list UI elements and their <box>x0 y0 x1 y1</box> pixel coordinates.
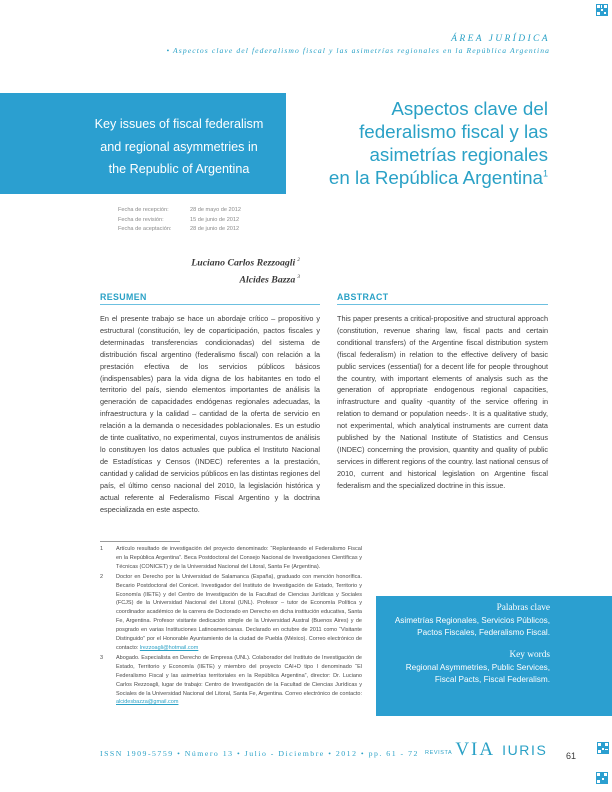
footnote-text: Artículo resultado de investigación del proyecto denominado: “Replanteando el Federalismo Fiscal en la República Argentina”. Beca Postdoctoral del Consejo Nacional de Investigaciones Científicas y Técnicas (CONICET) y de la Universidad Nacional del Litoral, Santa Fe (Argentina). <box>116 546 362 570</box>
resumen-heading: RESUMEN <box>100 292 147 302</box>
abstract-text: This paper presents a critical-propositive and structural approach (constitution, revenue sharing law, fiscal pacts and certain conditional transfers) of the Argentine fiscal distribution system (fiscal federalism) in relation to the effective delivery of basic public services (essential) for a decent life for people throughout the country, with important elements of analysis such as the generation of appropriate endogenous regional capacities, infrastructure and quality -quantity of the service offering in relation to demand or population needs-. It is a qualitative study, not experimental, which analytical instruments are current data published by the National Institute of Statistics and Census (INDEC) concerning the provision, quantity and quality of public services in different regions of the country. last national census of 2010, current and historical legislation on Argentine fiscal federalism and the specialized doctrine in this issue. <box>337 314 548 490</box>
footnote-number: 3 <box>100 654 104 661</box>
keywords-spacer <box>370 638 550 649</box>
running-header <box>166 34 550 55</box>
footnote-number: 2 <box>100 573 104 580</box>
submission-dates <box>118 206 241 235</box>
footnote-text: Abogado. Especialista en Derecho de Empresa (UNL). Colaborador del Instituto de Investigación de Estado, Territorio y Economía (IIETE) y miembro del proyecto CAI+D tipo I denominado “El Federalismo Fiscal y las asimetrías territoriales en la República Argentina”, director: Dr. Luciano Carlos Rezzoagli, lugar de trabajo: Centro de Investigación de la Facultad de Ciencias Jurídicas y Sociales de la Universidad Nacional del Litoral, Santa Fe, Argentina. Correo electrónico de contacto: <box>116 654 362 697</box>
date-row-revised <box>118 216 241 226</box>
email-link[interactable]: lrezzoagli@hotmail.com <box>139 644 199 651</box>
qr-code-icon <box>597 742 609 754</box>
english-title-line: and regional asymmetries in <box>100 139 258 154</box>
english-title-line: Key issues of fiscal federalism <box>94 117 264 131</box>
author <box>150 253 300 270</box>
footnote-text: Doctor en Derecho por la Universidad de Salamanca (España), graduado con mención honorífica. Becario Postdoctoral del Conicet. Investigador del Instituto de Investigación de Estado, Territorio y Economía (IIETE) y del Centro de Investigación de la Facultad de Ciencias Jurídicas y Sociales (FCJS) de la Universidad Nacional del Litoral (UNL). Profesor – tutor de Economía Política y coordinador académico de la carrera de Doctorado en Derecho en dicha institución educativa, Santa Fe, Argentina. Profesor visitante dedicación simple de la Universidad Austral (Buenos Aires) y de posgrado en varias Instituciones Latinoamericanas. Declarado en octubre de 2011 como “Visitante Distinguido” por el Honorable Ayuntamiento de la ciudad de Puebla (México). Correo electrónico de contacto: <box>116 573 362 651</box>
journal-logo <box>425 740 547 759</box>
keywords-es-title: Palabras clave <box>496 603 550 613</box>
author-footnote-mark: 3 <box>297 274 300 281</box>
page-number: 61 <box>566 751 577 761</box>
keywords-en-line: Regional Asymmetries, Public Services, <box>405 663 550 673</box>
title-footnote-mark: 1 <box>542 168 548 179</box>
spanish-title-line <box>293 166 548 189</box>
footnote <box>100 654 362 707</box>
spanish-title-last-line: en la República Argentina <box>328 167 543 188</box>
journal-logo-iuris: IURIS <box>502 742 548 758</box>
running-title: • Aspectos clave del federalismo fiscal y las asimetrías regionales en la República Argentina <box>166 46 550 55</box>
keywords-es-line: Pactos Fiscales, Federalismo Fiscal. <box>417 627 550 637</box>
journal-logo-via: VIA <box>455 739 496 760</box>
resumen-text: En el presente trabajo se hace un abordaje crítico – propositivo y estructural (constitución, ley de coparticipación, pactos fiscales y determinadas transferencias condicionadas) del sistema de distribución fiscal argentino (federalismo fiscal) con relación a la prestación efectiva de los servicios públicos básicos (indispensables) para la vida digna de los habitantes en todo el territorio del país, siendo elementos importantes de análisis la generación de capacidades endógenas regionales adecuadas, la infraestructura y la calidad – cantidad de la oferta de servicio en relación a la demanda o necesidades poblacionales. Es un estudio de tinte cualitativo, no experimental, cuyos instrumentos de análisis lo constituyen los datos actuales que publica el Instituto Nacional de Estadísticas y Censos (INDEC) referentes a la prestación, cantidad y calidad de servicios públicos en las distintas regiones del país, el último censo nacional del 2010, la legislación histórica y actual referente al Federalismo Fiscal Argentino y la doctrina especializada en este aspecto. <box>100 314 320 514</box>
keywords <box>370 602 550 685</box>
footnotes <box>100 545 362 708</box>
resumen-divider <box>100 304 320 305</box>
email-link[interactable]: alcidesbazza@gmail.com <box>116 699 179 706</box>
english-title-line: the Republic of Argentina <box>108 162 250 176</box>
keywords-en-line: Fiscal Pacts, Fiscal Federalism. <box>434 674 550 684</box>
issn-line: ISSN 1909-5759 • Número 13 • Julio - Diciembre • 2012 • pp. 61 - 72 <box>100 749 419 758</box>
footnote-body <box>116 654 362 707</box>
journal-logo-small: REVISTA <box>425 750 453 756</box>
footnote-divider <box>100 541 180 542</box>
section-area-label: ÁREA JURÍDICA <box>451 34 550 44</box>
date-label: Fecha de recepción: <box>118 207 169 213</box>
date-value: 15 de junio de 2012 <box>190 216 240 223</box>
english-title <box>72 113 286 181</box>
spanish-title <box>293 97 548 189</box>
keywords-es-line: Asimetrías Regionales, Servicios Públicos, <box>394 616 550 625</box>
footnote <box>100 573 362 653</box>
footnote <box>100 545 362 572</box>
spanish-title-line: Aspectos clave del <box>391 98 548 119</box>
date-label: Fecha de revisión: <box>118 216 164 223</box>
author-name: Luciano Carlos Rezzoagli <box>191 257 296 269</box>
date-value: 28 de mayo de 2012 <box>190 207 242 213</box>
date-row-accepted <box>118 225 241 235</box>
author-footnote-mark: 2 <box>297 257 300 263</box>
footnote-number: 1 <box>100 546 104 552</box>
date-value: 28 de junio de 2012 <box>190 226 240 232</box>
qr-code-icon <box>596 772 608 784</box>
keywords-en-title: Key words <box>509 650 550 661</box>
date-row-received <box>118 206 241 216</box>
qr-code-icon <box>596 4 608 16</box>
author-list <box>150 253 300 288</box>
spanish-title-line: asimetrías regionales <box>369 144 548 165</box>
spanish-title-line: federalismo fiscal y las <box>359 121 548 142</box>
footnote-body <box>116 573 362 653</box>
author <box>150 270 300 287</box>
author-name: Alcides Bazza <box>239 274 296 286</box>
abstract-divider <box>337 304 548 305</box>
abstract-heading: ABSTRACT <box>337 292 389 302</box>
date-label: Fecha de aceptación: <box>118 226 172 232</box>
